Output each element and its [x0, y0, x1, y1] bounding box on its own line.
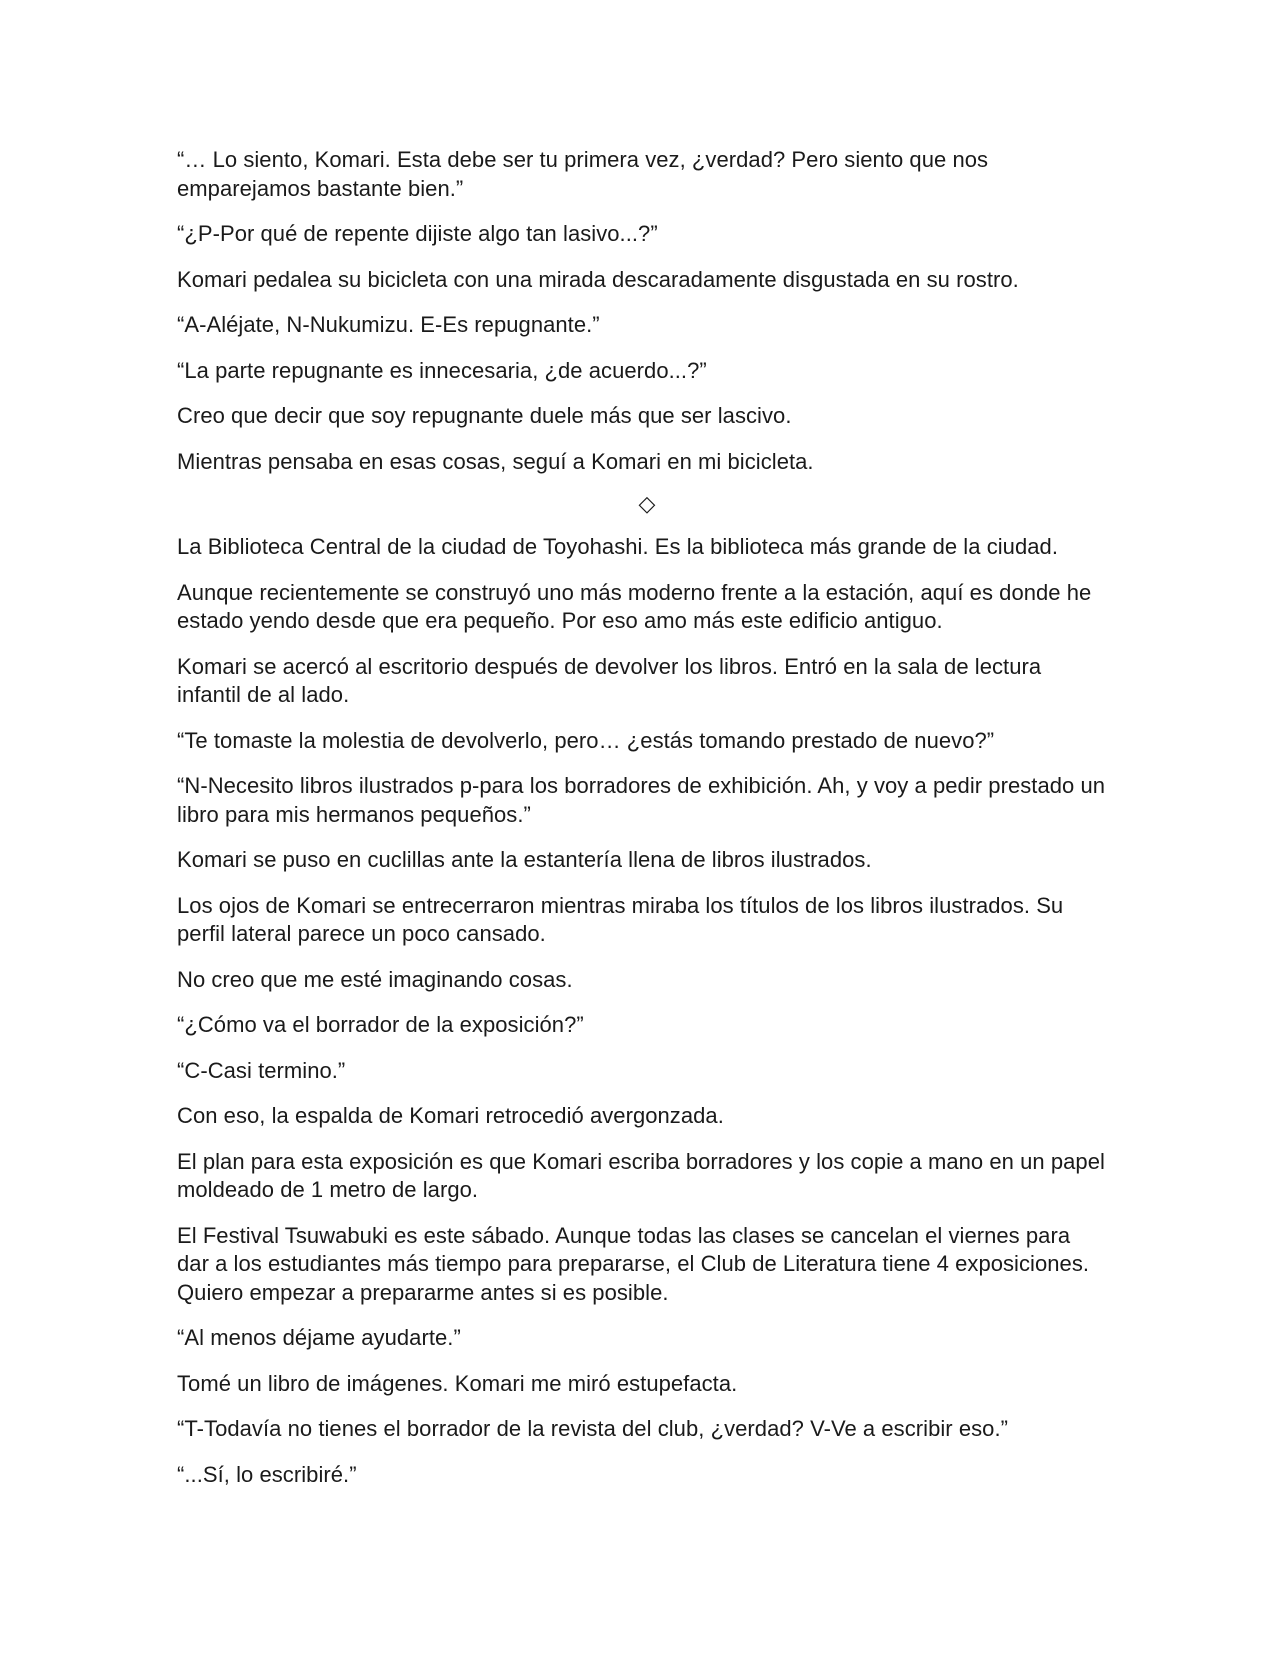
paragraph: “Te tomaste la molestia de devolverlo, pero… ¿estás tomando prestado de nuevo?”	[177, 727, 995, 753]
paragraph: “C-Casi termino.”	[177, 1057, 346, 1083]
paragraph: “N-Necesito libros ilustrados p-para los borradores de exhibición. Ah, y voy a pedir prestado un libro para mis hermanos pequeños.”	[177, 773, 1106, 827]
paragraph: “A-Aléjate, N-Nukumizu. E-Es repugnante.”	[177, 312, 600, 337]
paragraph: El plan para esta exposición es que Komari escriba borradores y los copie a mano en un papel moldeado de 1 metro de largo.	[177, 1148, 1105, 1202]
paragraph: Komari pedalea su bicicleta con una mirada descaradamente disgustada en su rostro.	[177, 266, 1019, 292]
document-page	[177, 146, 1107, 1506]
paragraph: “La parte repugnante es innecesaria, ¿de acuerdo...?”	[177, 357, 707, 383]
paragraph: “… Lo siento, Komari. Esta debe ser tu primera vez, ¿verdad? Pero siento que nos emparejamos bastante bien.”	[177, 147, 989, 201]
section-separator-diamond-icon: ◇	[638, 492, 656, 517]
paragraph: Aunque recientemente se construyó uno más moderno frente a la estación, aquí es donde he estado yendo desde que era pequeño. Por eso amo más este edificio antiguo.	[177, 579, 1092, 633]
paragraph: Con eso, la espalda de Komari retrocedió avergonzada.	[177, 1103, 724, 1128]
paragraph: “...Sí, lo escribiré.”	[177, 1461, 357, 1487]
paragraph: Komari se acercó al escritorio después de devolver los libros. Entró en la sala de lectura infantil de al lado.	[177, 653, 1042, 707]
paragraph: “¿P-Por qué de repente dijiste algo tan lasivo...?”	[177, 221, 658, 246]
paragraph: “¿Cómo va el borrador de la exposición?”	[177, 1012, 584, 1037]
paragraph: La Biblioteca Central de la ciudad de Toyohashi. Es la biblioteca más grande de la ciudad.	[177, 534, 1058, 559]
paragraph: “Al menos déjame ayudarte.”	[177, 1325, 461, 1350]
paragraph: No creo que me esté imaginando cosas.	[177, 966, 573, 992]
paragraph: El Festival Tsuwabuki es este sábado. Aunque todas las clases se cancelan el viernes para dar a los estudiantes más tiempo para prepararse, el Club de Literatura tiene 4 exposiciones. Quiero empezar a prepararme antes si es posible.	[177, 1222, 1090, 1305]
paragraph: Creo que decir que soy repugnante duele más que ser lascivo.	[177, 403, 792, 428]
paragraph: Los ojos de Komari se entrecerraron mientras miraba los títulos de los libros ilustrados. Su perfil lateral parece un poco cansado.	[177, 892, 1064, 946]
paragraph: Mientras pensaba en esas cosas, seguí a Komari en mi bicicleta.	[177, 448, 814, 474]
paragraph: Komari se puso en cuclillas ante la estantería llena de libros ilustrados.	[177, 847, 872, 872]
paragraph: Tomé un libro de imágenes. Komari me miró estupefacta.	[177, 1370, 738, 1396]
paragraph: “T-Todavía no tienes el borrador de la revista del club, ¿verdad? V-Ve a escribir eso.”	[177, 1416, 1008, 1441]
